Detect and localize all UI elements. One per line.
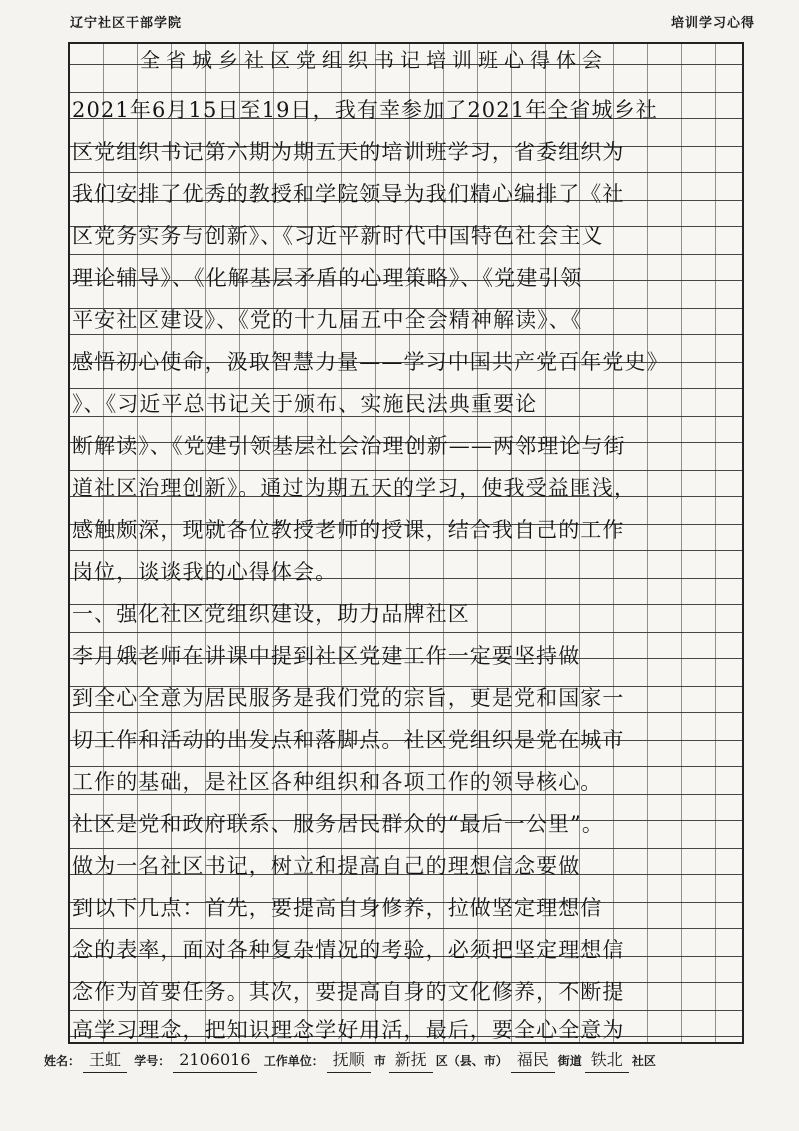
essay-line: 岗位，谈谈我的心得体会。	[72, 560, 338, 584]
essay-line: 念的表率，面对各种复杂情况的考验，必须把坚定理想信	[72, 938, 625, 962]
work-city: 抚顺	[327, 1048, 371, 1073]
work-community: 铁北	[585, 1048, 629, 1073]
district-suffix: 区（县、市）	[435, 1054, 508, 1068]
page-header	[0, 0, 799, 40]
city-suffix: 市	[373, 1054, 386, 1068]
essay-line: 到以下几点：首先，要提高自身修养，拉做坚定理想信	[72, 896, 603, 920]
essay-title: 全省城乡社区党组织书记培训班心得体会	[140, 48, 608, 72]
essay-line: 工作的基础，是社区各种组织和各项工作的领导核心。	[72, 770, 603, 794]
work-unit-label: 工作单位：	[263, 1054, 324, 1068]
institution-name: 辽宁社区干部学院	[70, 16, 183, 31]
essay-line: 区党组织书记第六期为期五天的培训班学习，省委组织为	[72, 140, 625, 164]
student-info-footer	[44, 1048, 774, 1072]
essay-line: 平安社区建设》、《党的十九届五中全会精神解读》、《	[72, 308, 583, 332]
essay-line: 李月娥老师在讲课中提到社区党建工作一定要坚持做	[72, 644, 581, 668]
street-suffix: 街道	[557, 1054, 582, 1068]
essay-line: 断解读》、《党建引领基层社会治理创新——两邻理论与街	[72, 434, 626, 458]
id-label: 学号：	[134, 1054, 171, 1068]
student-id: 2106016	[173, 1048, 256, 1073]
essay-line: 感触颇深，现就各位教授老师的授课，结合我自己的工作	[72, 518, 625, 542]
essay-line: 做为一名社区书记，树立和提高自己的理想信念要做	[72, 854, 581, 878]
community-suffix: 社区	[631, 1054, 656, 1068]
work-street: 福民	[511, 1048, 555, 1073]
essay-line: 社区是党和政府联系、服务居民群众的“最后一公里”。	[72, 812, 604, 836]
essay-line: 切工作和活动的出发点和落脚点。社区党组织是党在城市	[72, 728, 625, 752]
essay-line: 我们安排了优秀的教授和学院领导为我们精心编排了《社	[72, 182, 625, 206]
section-heading: 一、强化社区党组织建设，助力品牌社区	[72, 602, 470, 626]
essay-line: 到全心全意为居民服务是我们党的宗旨，更是党和国家一	[72, 686, 625, 710]
essay-line: 2021年6月15日至19日，我有幸参加了2021年全省城乡社	[72, 98, 658, 122]
essay-line: 念作为首要任务。其次，要提高自身的文化修养，不断提	[72, 980, 625, 1004]
essay-line: 区党务实务与创新》、《习近平新时代中国特色社会主义	[72, 224, 604, 248]
essay-line: 》、《习近平总书记关于颁布、实施民法典重要论	[72, 392, 538, 416]
name-label: 姓名：	[44, 1054, 81, 1068]
essay-line: 高学习理念，把知识理念学好用活，最后，要全心全意为	[72, 1018, 625, 1042]
student-name: 王虹	[83, 1048, 127, 1073]
essay-line: 理论辅导》、《化解基层矛盾的心理策略》、《党建引领	[72, 266, 583, 290]
work-district: 新抚	[389, 1048, 433, 1073]
document-type: 培训学习心得	[670, 16, 755, 31]
essay-line: 感悟初心使命，汲取智慧力量——学习中国共产党百年党史》	[72, 350, 669, 374]
essay-line: 道社区治理创新》。通过为期五天的学习，使我受益匪浅，	[72, 476, 637, 500]
